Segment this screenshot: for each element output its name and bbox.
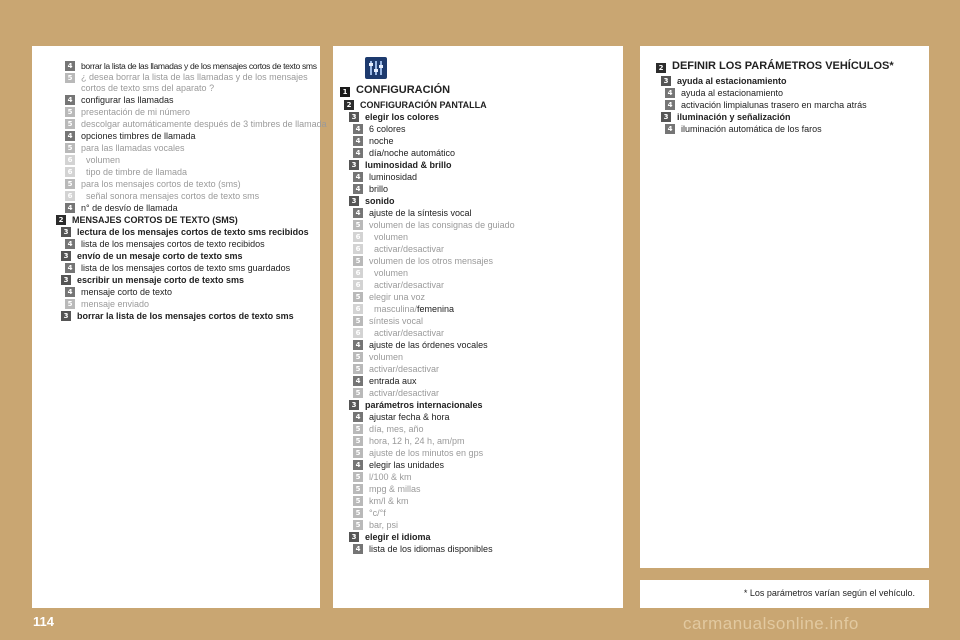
- menu-item-label: volumen: [374, 268, 409, 278]
- level-badge: 4: [353, 412, 363, 422]
- menu-tree-sms: [52, 60, 327, 322]
- level-badge: 3: [349, 196, 359, 206]
- menu-item: [52, 298, 318, 310]
- menu-item: [340, 147, 620, 159]
- menu-item-label: elegir el idioma: [365, 532, 431, 542]
- menu-item-label: brillo: [369, 184, 389, 194]
- menu-item: [340, 159, 620, 171]
- menu-item: [340, 399, 620, 411]
- menu-item-label: escribir un mensaje corto de texto sms: [77, 275, 245, 285]
- menu-item-label: ajuste de los minutos en gps: [369, 448, 484, 458]
- menu-item: [340, 267, 620, 279]
- menu-tree-vehiculo: [652, 60, 924, 135]
- menu-item-label: ¿ desea borrar la lista de las llamadas y de los mensajes cortos de texto sms del aparato ?: [81, 72, 308, 93]
- level-badge: 4: [353, 208, 363, 218]
- level-badge: 5: [65, 73, 75, 83]
- level-badge: 4: [65, 131, 75, 141]
- menu-item-label: opciones timbres de llamada: [81, 131, 196, 141]
- menu-item-label: día, mes, año: [369, 424, 424, 434]
- menu-item-label: volumen: [369, 352, 404, 362]
- menu-item-label: km/l & km: [369, 496, 409, 506]
- level-badge: 4: [353, 340, 363, 350]
- menu-item-label: configurar las llamadas: [81, 95, 174, 105]
- menu-item-label: descolgar automáticamente después de 3 timbres de llamada: [81, 119, 327, 129]
- menu-item-label: CONFIGURACIÓN: [356, 84, 451, 96]
- level-badge: 5: [353, 292, 363, 302]
- level-badge: 5: [65, 119, 75, 129]
- level-badge: 4: [353, 376, 363, 386]
- menu-item: [340, 84, 620, 99]
- menu-item: [340, 111, 620, 123]
- menu-item-label: día/noche automático: [369, 148, 456, 158]
- menu-item: [340, 231, 620, 243]
- menu-item-label: ajustar fecha & hora: [369, 412, 450, 422]
- menu-item-label: parámetros internacionales: [365, 400, 483, 410]
- menu-item-label: volumen de los otros mensajes: [369, 256, 494, 266]
- level-badge: 2: [656, 63, 666, 73]
- level-badge: 4: [65, 263, 75, 273]
- menu-item: [652, 60, 924, 75]
- menu-item-label: activar/desactivar: [369, 364, 440, 374]
- menu-item: [52, 72, 318, 94]
- menu-item-label: para las llamadas vocales: [81, 143, 185, 153]
- level-badge: 4: [353, 136, 363, 146]
- footnote-panel: [640, 580, 929, 608]
- level-badge: 6: [353, 232, 363, 242]
- level-badge: 5: [353, 352, 363, 362]
- menu-item-label-part: femenina: [417, 304, 455, 314]
- menu-item-label: elegir una voz: [369, 292, 426, 302]
- menu-item-label: luminosidad & brillo: [365, 160, 452, 170]
- menu-item-label: borrar la lista de los mensajes cortos de texto sms: [77, 311, 294, 321]
- level-badge: 4: [353, 544, 363, 554]
- level-badge: 4: [65, 95, 75, 105]
- settings-icon: [365, 57, 387, 79]
- menu-item-label: mensaje corto de texto: [81, 287, 173, 297]
- menu-item-label-part: masculina/: [374, 304, 418, 314]
- level-badge: 6: [353, 280, 363, 290]
- level-badge: 4: [65, 287, 75, 297]
- menu-item: [340, 507, 620, 519]
- menu-item: [340, 195, 620, 207]
- menu-item-label: sonido: [365, 196, 395, 206]
- menu-item: [340, 219, 620, 231]
- level-badge: 4: [665, 124, 675, 134]
- menu-item: [652, 111, 924, 123]
- menu-item: [340, 243, 620, 255]
- menu-item: [652, 99, 924, 111]
- menu-item-label: MENSAJES CORTOS DE TEXTO (SMS): [72, 215, 238, 225]
- menu-item-label: mpg & millas: [369, 484, 421, 494]
- menu-item-label: n° de desvío de llamada: [81, 203, 178, 213]
- menu-item: [52, 214, 318, 226]
- level-badge: 5: [353, 424, 363, 434]
- menu-item: [340, 99, 620, 111]
- menu-item: [52, 202, 318, 214]
- menu-item: [340, 447, 620, 459]
- menu-item: [340, 495, 620, 507]
- menu-item-label: envío de un mesaje corto de texto sms: [77, 251, 243, 261]
- menu-item: [52, 286, 318, 298]
- menu-item-label: iluminación y señalización: [677, 112, 791, 122]
- level-badge: 5: [353, 484, 363, 494]
- menu-item: [340, 423, 620, 435]
- menu-item: [340, 543, 620, 555]
- level-badge: 5: [65, 143, 75, 153]
- watermark: carmanualsonline.info: [683, 614, 859, 633]
- level-badge: 5: [353, 508, 363, 518]
- menu-item-label: elegir los colores: [365, 112, 440, 122]
- menu-item: [340, 339, 620, 351]
- menu-item-label: activación limpialunas trasero en marcha atrás: [681, 100, 867, 110]
- menu-item: [52, 250, 318, 262]
- menu-item: [340, 279, 620, 291]
- menu-item: [652, 123, 924, 135]
- menu-item: [340, 375, 620, 387]
- level-badge: 3: [61, 227, 71, 237]
- level-badge: 5: [65, 107, 75, 117]
- menu-item-label: CONFIGURACIÓN PANTALLA: [360, 100, 487, 110]
- level-badge: 2: [344, 100, 354, 110]
- level-badge: 4: [353, 460, 363, 470]
- menu-item: [52, 178, 318, 190]
- menu-item: [52, 60, 318, 72]
- menu-item-label: borrar la lista de las llamadas y de los mensajes cortos de texto sms: [81, 61, 317, 71]
- menu-item: [340, 363, 620, 375]
- level-badge: 3: [349, 400, 359, 410]
- menu-item: [52, 106, 318, 118]
- level-badge: 5: [353, 496, 363, 506]
- menu-item-label: elegir las unidades: [369, 460, 445, 470]
- menu-item-label: ayuda al estacionamiento: [681, 88, 784, 98]
- menu-item-label: luminosidad: [369, 172, 418, 182]
- level-badge: 4: [65, 239, 75, 249]
- menu-item-label: volumen de las consignas de guiado: [369, 220, 515, 230]
- level-badge: 5: [353, 220, 363, 230]
- level-badge: 4: [353, 124, 363, 134]
- menu-item-label: activar/desactivar: [374, 328, 445, 338]
- level-badge: 5: [353, 520, 363, 530]
- menu-item: [340, 183, 620, 195]
- menu-item-label: ajuste de la síntesis vocal: [369, 208, 472, 218]
- menu-item-label: síntesis vocal: [369, 316, 424, 326]
- menu-item-label: hora, 12 h, 24 h, am/pm: [369, 436, 465, 446]
- menu-item: [340, 459, 620, 471]
- menu-item: [340, 123, 620, 135]
- menu-item: [340, 483, 620, 495]
- level-badge: 3: [61, 251, 71, 261]
- menu-item-label: volumen: [86, 155, 121, 165]
- menu-item: [340, 327, 620, 339]
- level-badge: 6: [65, 191, 75, 201]
- menu-item-label: presentación de mi número: [81, 107, 191, 117]
- menu-item-label: bar, psi: [369, 520, 399, 530]
- menu-item: [340, 519, 620, 531]
- menu-item: [340, 435, 620, 447]
- level-badge: 2: [56, 215, 66, 225]
- level-badge: 5: [353, 364, 363, 374]
- menu-item: [52, 190, 318, 202]
- level-badge: 3: [661, 112, 671, 122]
- level-badge: 5: [65, 299, 75, 309]
- level-badge: 5: [353, 448, 363, 458]
- menu-item-label: ayuda al estacionamiento: [677, 76, 787, 86]
- level-badge: 5: [353, 316, 363, 326]
- level-badge: 4: [353, 148, 363, 158]
- menu-item: [52, 130, 318, 142]
- menu-item: [340, 171, 620, 183]
- level-badge: 5: [353, 436, 363, 446]
- menu-item: [340, 471, 620, 483]
- menu-item-label: activar/desactivar: [374, 244, 445, 254]
- menu-item-label: [340, 303, 620, 315]
- menu-item-label: iluminación automática de los faros: [681, 124, 822, 134]
- level-badge: 6: [353, 304, 363, 314]
- menu-item-label: activar/desactivar: [369, 388, 440, 398]
- level-badge: 3: [349, 532, 359, 542]
- menu-item: [340, 351, 620, 363]
- menu-item-label: ajuste de las órdenes vocales: [369, 340, 488, 350]
- menu-item: [52, 226, 318, 238]
- level-badge: 6: [353, 244, 363, 254]
- menu-item-label: mensaje enviado: [81, 299, 150, 309]
- menu-item-label: lista de los idiomas disponibles: [369, 544, 493, 554]
- level-badge: 4: [665, 100, 675, 110]
- level-badge: 5: [353, 388, 363, 398]
- level-badge: 1: [340, 87, 350, 97]
- level-badge: 3: [661, 76, 671, 86]
- menu-item-label: activar/desactivar: [374, 280, 445, 290]
- menu-item: [340, 411, 620, 423]
- level-badge: 3: [61, 275, 71, 285]
- menu-item: [52, 238, 318, 250]
- level-badge: 3: [61, 311, 71, 321]
- footnote: * Los parámetros varían según el vehículo.: [743, 588, 915, 598]
- level-badge: 4: [353, 184, 363, 194]
- menu-item-label: tipo de timbre de llamada: [86, 167, 188, 177]
- menu-item-label: para los mensajes cortos de texto (sms): [81, 179, 241, 189]
- menu-tree-configuracion: [340, 84, 620, 555]
- menu-item-label: volumen: [374, 232, 409, 242]
- menu-item: [52, 118, 327, 130]
- level-badge: 5: [353, 472, 363, 482]
- level-badge: 5: [353, 256, 363, 266]
- level-badge: 4: [65, 61, 75, 71]
- level-badge: 3: [349, 160, 359, 170]
- menu-item-label: noche: [369, 136, 394, 146]
- menu-item-label: lista de los mensajes cortos de texto recibidos: [81, 239, 265, 249]
- menu-item: [340, 207, 620, 219]
- level-badge: 4: [65, 203, 75, 213]
- menu-item: [340, 387, 620, 399]
- menu-item-label: entrada aux: [369, 376, 417, 386]
- menu-item: [52, 262, 318, 274]
- menu-item: [52, 310, 318, 322]
- menu-item-label: l/100 & km: [369, 472, 412, 482]
- menu-item-label: DEFINIR LOS PARÁMETROS VEHÍCULOS*: [672, 60, 894, 72]
- menu-item: [52, 142, 318, 154]
- level-badge: 4: [353, 172, 363, 182]
- menu-item: [652, 87, 924, 99]
- menu-item: [340, 255, 620, 267]
- menu-item: [340, 303, 620, 315]
- menu-item: [52, 274, 318, 286]
- menu-item: [52, 154, 318, 166]
- menu-item: [340, 291, 620, 303]
- level-badge: 4: [665, 88, 675, 98]
- menu-item: [340, 135, 620, 147]
- menu-item-label: lectura de los mensajes cortos de texto sms recibidos: [77, 227, 309, 237]
- menu-item: [652, 75, 924, 87]
- menu-item-label: °c/°f: [369, 508, 386, 518]
- level-badge: 6: [353, 328, 363, 338]
- menu-item: [340, 531, 620, 543]
- level-badge: 6: [65, 155, 75, 165]
- menu-item: [52, 166, 318, 178]
- level-badge: 6: [65, 167, 75, 177]
- level-badge: 3: [349, 112, 359, 122]
- menu-item: [340, 315, 620, 327]
- page-number: 114: [33, 614, 54, 629]
- menu-item-label: 6 colores: [369, 124, 406, 134]
- level-badge: 6: [353, 268, 363, 278]
- menu-item-label: lista de los mensajes cortos de texto sms guardados: [81, 263, 291, 273]
- menu-item-label: señal sonora mensajes cortos de texto sms: [86, 191, 260, 201]
- level-badge: 5: [65, 179, 75, 189]
- menu-item: [52, 94, 318, 106]
